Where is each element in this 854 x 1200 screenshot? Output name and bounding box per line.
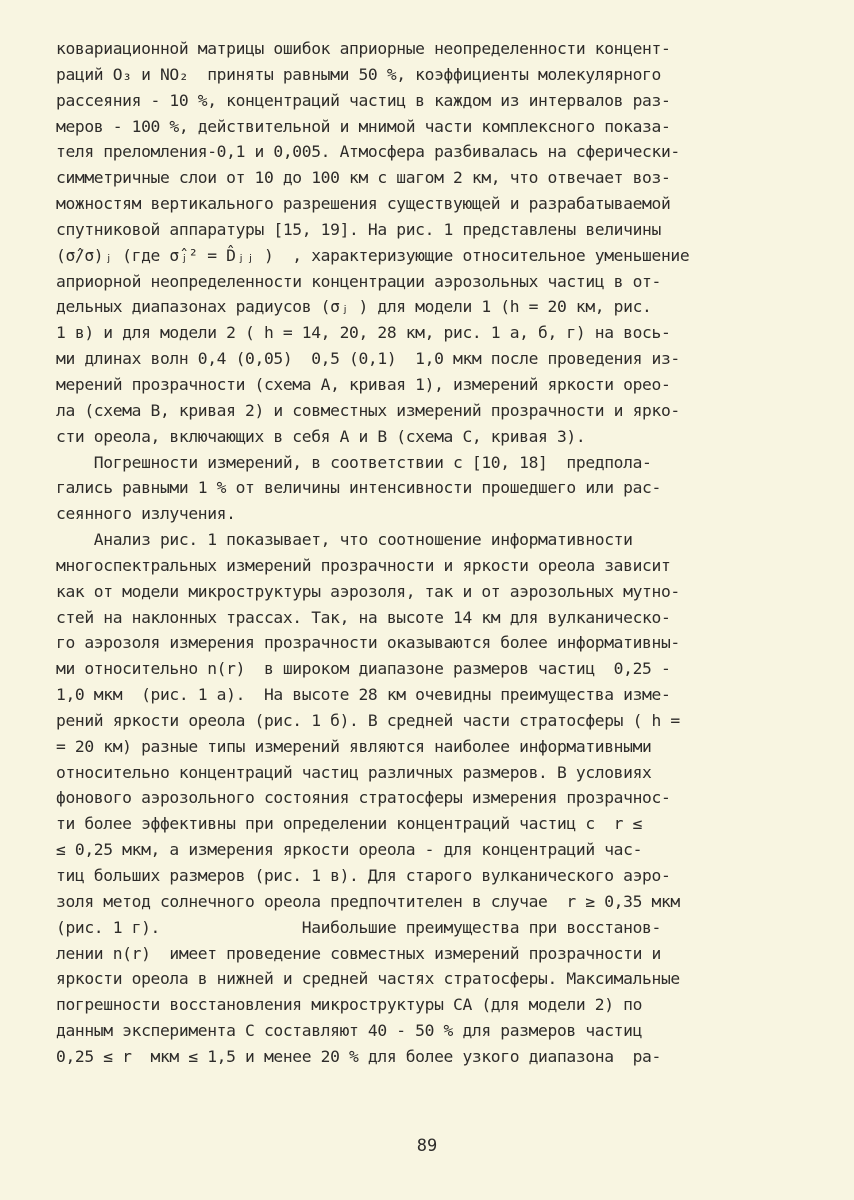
text-line: го аэрозоля измерения прозрачности оказываются более информативны- (56, 633, 680, 653)
text-line: яркости ореола в нижней и средней частях стратосферы. Максимальные (56, 969, 680, 989)
text-line: стей на наклонных трассах. Так, на высоте 14 км для вулканическо- (56, 607, 671, 627)
text-line: ковариационной матрицы ошибок априорные неопределенности концент- (56, 39, 671, 58)
text-line: рений яркости ореола (рис. 1 б). В средней части стратосферы ( h = (56, 710, 680, 730)
text-line: сти ореола, включающих в себя А и В (схема С, кривая 3). (56, 426, 586, 446)
page-number: 89 (416, 1136, 438, 1156)
text-line: можностям вертикального разрешения существующей и разрабатываемой (56, 194, 671, 214)
text-line: (рис. 1 г). Наибольшие преимущества при восстанов- (56, 917, 661, 937)
text-line: сеянного излучения. (56, 504, 236, 524)
text-line: тиц больших размеров (рис. 1 в). Для старого вулканического аэро- (56, 866, 671, 885)
text-line: ми длинах волн 0,4 (0,05) 0,5 (0,1) 1,0 мкм после проведения из- (56, 349, 680, 369)
text-line: гались равными 1 % от величины интенсивности прошедшего или рас- (56, 478, 661, 498)
text-line: мерений прозрачности (схема А, кривая 1), измерений яркости орео- (56, 374, 671, 394)
text-line: меров - 100 %, действительной и мнимой части комплексного показа- (56, 116, 671, 136)
text-line: симметричные слои от 10 до 100 км с шагом 2 км, что отвечает воз- (56, 168, 671, 188)
text-line: 1 в) и для модели 2 ( h = 14, 20, 28 км, рис. 1 а, б, г) на вось- (56, 323, 671, 343)
text-line: 1,0 мкм (рис. 1 а). На высоте 28 км очевидны преимущества изме- (56, 685, 671, 705)
text-line: теля преломления-0,1 и 0,005. Атмосфера разбивалась на сферически- (56, 142, 680, 162)
text-line: фонового аэрозольного состояния стратосферы измерения прозрачнос- (56, 788, 671, 808)
text-line: раций O₃ и NO₂ приняты равными 50 %, коэффициенты молекулярного (56, 64, 661, 84)
text-line: априорной неопределенности концентрации аэрозольных частиц в от- (56, 271, 661, 291)
text-line: ≤ 0,25 мкм, а измерения яркости ореола - для концентраций час- (56, 840, 643, 860)
text-line: ми относительно n(r) в широком диапазоне размеров частиц 0,25 - (56, 659, 671, 679)
text-line: = 20 км) разные типы измерений являются наиболее информативными (56, 736, 652, 756)
text-line: ла (схема В, кривая 2) и совместных измерений прозрачности и ярко- (56, 400, 680, 420)
text-line: погрешности восстановления микроструктуры СА (для модели 2) по (56, 995, 643, 1015)
text-line: спутниковой аппаратуры [15, 19]. На рис. 1 представлены величины (56, 219, 661, 239)
text-line: рассеяния - 10 %, концентраций частиц в каждом из интервалов раз- (56, 90, 671, 110)
body-text (56, 36, 796, 1070)
text-line: (σ̂/σ)ⱼ (где σ̂ⱼ² = D̂ⱼⱼ ) , характеризующие относительное уменьшение (56, 245, 690, 265)
text-line: данным эксперимента С составляют 40 - 50 % для размеров частиц (56, 1021, 643, 1041)
text-line: многоспектральных измерений прозрачности и яркости ореола зависит (56, 555, 671, 575)
text-line: ти более эффективны при определении концентраций частиц с r ≤ (56, 814, 643, 834)
text-line: как от модели микроструктуры аэрозоля, так и от аэрозольных мутно- (56, 581, 680, 601)
text-line: 0,25 ≤ r мкм ≤ 1,5 и менее 20 % для более узкого диапазона ра- (56, 1046, 661, 1066)
text-line: золя метод солнечного ореола предпочтителен в случае r ≥ 0,35 мкм (56, 891, 680, 911)
text-line: Погрешности измерений, в соответствии с [10, 18] предпола- (56, 452, 652, 472)
text-line: относительно концентраций частиц различных размеров. В условиях (56, 762, 652, 782)
text-line: лении n(r) имеет проведение совместных измерений прозрачности и (56, 943, 661, 963)
text-line: Анализ рис. 1 показывает, что соотношение информативности (56, 530, 633, 550)
text-line: дельных диапазонах радиусов (σⱼ ) для модели 1 (h = 20 км, рис. (56, 297, 652, 317)
